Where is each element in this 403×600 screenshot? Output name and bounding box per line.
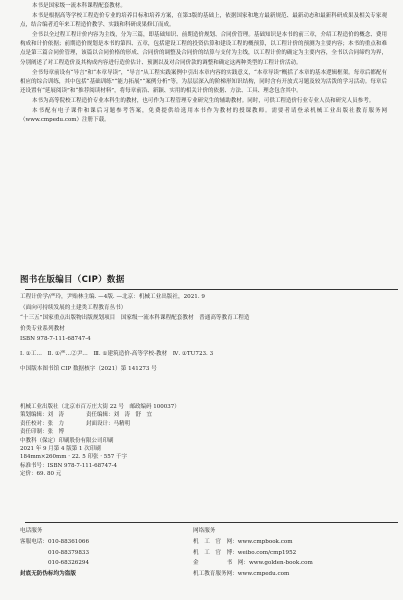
contact-label: 电话服务 <box>20 528 43 534</box>
intro-paragraph: 本书配有电子课件和课后习题参考答案，免费提供给选用本书作为教材的授课教师。需要者请登录机械工业出版社教育服务网（www.cmpedu.com）注册下载。 <box>20 108 387 124</box>
website-link[interactable]: 机 工 官 网：www.cmpbook.com <box>193 538 293 545</box>
contact-info <box>20 526 390 580</box>
website-link[interactable]: 金 书 网：www.golden-book.com <box>193 560 313 567</box>
publisher-line: 184mm×260mm · 22. 5 印张 · 557 千字 <box>20 454 127 461</box>
publisher-info <box>20 403 387 479</box>
anti-piracy-notice: 封底无防伪标均为盗版 <box>20 571 76 578</box>
intro-paragraph: 全书每章前设有“导言”和“本章导读”，“导言”从工程实践案例中引出本章内容的实践意义，“本章导读”概括了本章的基本逻辑框架。每章后都配有相应的综合训练，其中包括“基础训练”“能力拓展”“案例分析”等，为层层深入的阶梯形知识结构，同时含有开放式习题及较为活泼的学习活动。每章后还设置有“延展阅读”和“推荐阅读材料”，将每章前沿、新颖、实用的相关计价的依据、方法、工具、理念包含其中。 <box>20 69 387 94</box>
intro-paragraph: 本书是国家级一流本科课程配套教材。 <box>32 3 126 9</box>
cip-line: “十三五”国家重点出版物出版规划项目 国家级一流本科课程配套教材 普通高等教育工程造 <box>20 315 250 322</box>
publisher-line: 中教科（保定）印刷股份有限公司印刷 <box>20 437 114 444</box>
publisher-line: 机械工业出版社（北京市百万庄大街 22 号 邮政编码 100037） <box>20 404 180 410</box>
contact-row <box>20 526 390 537</box>
cip-line: Ⅰ. ①工… Ⅱ. ①严…②尹… Ⅲ. ①建筑造价-高等学校-教材 Ⅳ. ①TU723. 3 <box>20 350 214 357</box>
contact-row <box>20 548 390 559</box>
contact-row <box>20 537 390 548</box>
publisher-line: 标准书号：ISBN 978-7-111-68747-4 <box>20 462 117 469</box>
contact-row <box>20 558 390 569</box>
cip-line: （面向可持续发展的土建类工程教育丛书） <box>20 304 127 311</box>
cip-line: ISBN 978-7-111-68747-4 <box>20 336 91 343</box>
cip-line: 中国版本图书馆 CIP 数据核字（2021）第 141273 号 <box>20 365 157 372</box>
publisher-line: 2021 年 9 月第 4 版第 1 次印刷 <box>20 446 101 453</box>
intro-paragraph: 本书为高等院校工程造价专业本科生的教材，也可作为工程管理专业研究生的辅助教材。同时，可供工程造价行业专业人员和研究人员参考。 <box>32 97 375 104</box>
contact-row <box>20 569 390 580</box>
book-description <box>20 2 387 126</box>
publisher-line: 策划编辑：刘 涛 责任编辑：刘 涛 舒 宜 <box>20 412 153 419</box>
phone-number: 010-88379833 <box>20 549 90 556</box>
contact-divider <box>25 522 398 523</box>
publisher-line: 责任印制：张 博 <box>20 429 65 436</box>
cip-data <box>20 292 387 374</box>
publisher-line: 定价：69. 80 元 <box>20 471 62 478</box>
cip-divider <box>25 289 398 290</box>
website-link[interactable]: 机工教育服务网：www.cmpedu.com <box>193 571 290 578</box>
intro-paragraph: 本书是根据高等学校工程造价专业的培养目标和培养方案，在第3版的基础上，依据国家和地方最新规范、最新动态和最新科研成果及相关专家观点，结合编者近年来工程造价教学、实践和科研成果修订而成。 <box>20 13 387 29</box>
intro-paragraph: 全书以全过程工程计价内容为主线，分为三篇，即基础知识、前期造价规划、合同价管理。基础知识是本书的前三章，介绍工程造价的概念、费用构成和计价依据；前期造价规划是本书的第四、五章，包括建设工程的投资估算和建设工程的概预算，以工程计价的预测为主要内容；本书的重点和难点是第三篇合同价管理，该篇以合同价格的形成、合同价的调整及合同价的结算与支付为主线，以工程计价的确定为主要内容，全书以合同缔约为界，分别阐述了对工程造价及其构成内容进行造价估计、预测以及对合同价款的调整和确定这两种类型的工程计价活动。 <box>20 32 387 66</box>
cip-line: 价类专业系列教材 <box>20 325 65 332</box>
publisher-line: 责任校对：张 力 封面设计：马精明 <box>20 420 131 427</box>
website-link[interactable]: 机 工 官 博：weibo.com/cmp1952 <box>193 549 297 556</box>
cip-title: 图书在版编目（CIP）数据 <box>20 275 125 285</box>
contact-label: 网络服务 <box>193 528 216 534</box>
cip-line: 工程计价学/严玲，尹贻林主编. —4版. —北京：机械工业出版社，2021. 9 <box>20 294 205 300</box>
phone-number: 010-68326294 <box>20 560 90 567</box>
phone-number: 客服电话：010-88361066 <box>20 538 90 545</box>
